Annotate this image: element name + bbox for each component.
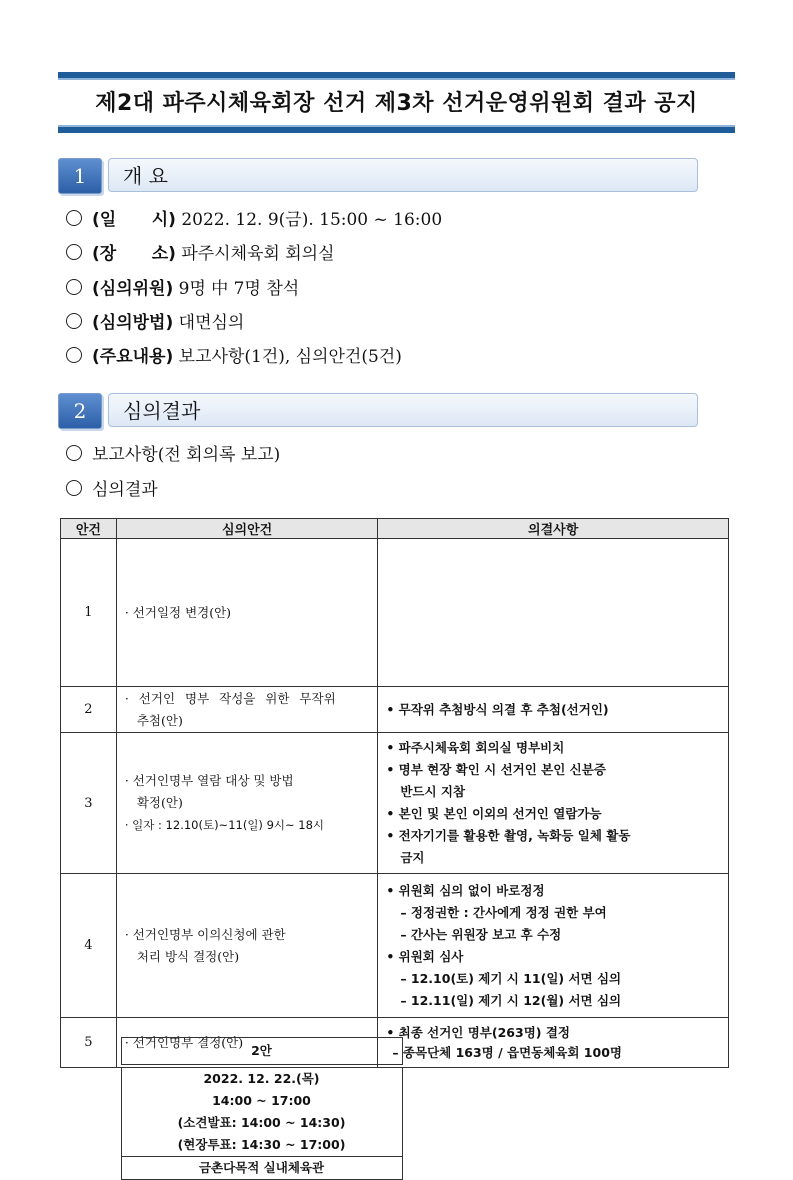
row-decision <box>378 733 729 874</box>
row-number: 2 <box>61 687 117 733</box>
row-number: 4 <box>61 874 117 1018</box>
circle-bullet-icon <box>66 210 82 226</box>
result-item-text: 보고사항(전 회의록 보고) <box>92 445 281 465</box>
circle-bullet-icon <box>66 313 82 329</box>
circle-bullet-icon <box>66 347 82 363</box>
decision-line: – 간사는 위원장 보고 후 수정 <box>400 926 562 942</box>
row-number: 5 <box>61 1018 117 1068</box>
title-band-bottom <box>58 127 735 133</box>
agenda-line: · 일자 : 12.10(토)~11(일) 9시~ 18시 <box>124 818 325 832</box>
page-title: 제2대 파주시체육회장 선거 제3차 선거운영위원회 결과 공지 <box>95 91 698 116</box>
section2-heading: 심의결과 <box>108 393 698 427</box>
decision-box-line: (소견발표: 14:00 ~ 14:30) <box>121 1112 402 1134</box>
row-number: 3 <box>61 733 117 874</box>
overview-value: 대면심의 <box>178 313 245 333</box>
overview-item-datetime <box>66 208 442 232</box>
circle-bullet-icon <box>66 279 82 295</box>
agenda-line: · 선거인명부 이의신청에 관한 <box>124 926 286 942</box>
result-item-text: 심의결과 <box>92 480 158 500</box>
decision-line: • 파주시체육회 회의실 명부비치 <box>386 740 565 755</box>
decision-line: – 12.10(토) 제기 시 11(일) 서면 심의 <box>400 970 622 986</box>
overview-label: (심의방법) <box>92 313 174 333</box>
agenda-line: · 선거일정 변경(안) <box>124 604 232 620</box>
row-agenda <box>116 687 377 733</box>
header-agenda-number: 안건 <box>61 519 117 539</box>
decision-line: • 최종 선거인 명부(263명) 결정 <box>386 1024 570 1040</box>
overview-value: 2022. 12. 9(금). 15:00 ~ 16:00 <box>181 210 443 230</box>
decision-line: • 본인 및 본인 이외의 선거인 열람가능 <box>386 806 602 821</box>
decision-line: • 전자기기를 활용한 촬영, 녹화등 일체 활동 <box>386 828 631 843</box>
decision-line: – 정정권한 : 간사에게 정정 권한 부여 <box>400 904 607 920</box>
overview-label: (일 시) <box>92 210 176 230</box>
section1-number: 1 <box>58 158 102 194</box>
table-row <box>61 733 729 874</box>
agenda-line: · 선거인명부 열람 대상 및 방법 <box>124 773 294 788</box>
section2-number: 2 <box>58 393 102 429</box>
decision-box-line: 14:00 ~ 17:00 <box>121 1090 402 1112</box>
results-table <box>60 518 729 1175</box>
agenda-line: · 선거인 명부 작성을 위한 무작위 <box>124 690 336 706</box>
row-agenda <box>116 539 377 687</box>
decision-line: • 위원회 심사 <box>386 948 464 964</box>
decision-line: • 위원회 심의 없이 바로정정 <box>386 882 545 898</box>
overview-label: (장 소) <box>92 244 176 264</box>
decision-line: – 종목단체 163명 / 읍면동체육회 100명 <box>392 1044 622 1060</box>
decision-box-line: 2022. 12. 22.(목) <box>121 1067 402 1090</box>
agenda-line: 추첨(안) <box>136 712 183 728</box>
circle-bullet-icon <box>66 445 82 461</box>
overview-item-content <box>66 345 402 369</box>
agenda-line: 확정(안) <box>136 795 183 810</box>
table-row <box>61 874 729 1018</box>
overview-item-place <box>66 242 335 266</box>
section1-heading: 개 요 <box>108 158 698 192</box>
overview-item-members <box>66 277 299 301</box>
row-decision <box>378 1018 729 1068</box>
result-item-report <box>66 443 280 467</box>
row-decision <box>378 687 729 733</box>
overview-label: (주요내용) <box>92 347 174 367</box>
overview-label: (심의위원) <box>92 279 174 299</box>
decision-box-line: (현장투표: 14:30 ~ 17:00) <box>121 1134 402 1157</box>
decision-line: 금지 <box>400 850 425 865</box>
row-number: 1 <box>61 539 117 687</box>
decision-line: • 명부 현장 확인 시 선거인 본인 신분증 <box>386 762 606 777</box>
overview-value: 보고사항(1건), 심의안건(5건) <box>178 347 402 367</box>
row-agenda <box>116 733 377 874</box>
decision-line: – 12.11(일) 제기 시 12(월) 서면 심의 <box>400 992 622 1008</box>
overview-value: 파주시체육회 회의실 <box>181 244 335 264</box>
decision-line: • 무작위 추첨방식 의결 후 추첨(선거인) <box>386 701 609 717</box>
circle-bullet-icon <box>66 244 82 260</box>
table-header-row <box>61 519 729 539</box>
decision-box-head: 2안 <box>121 1037 402 1064</box>
row-decision <box>378 874 729 1018</box>
decision-box <box>121 1037 403 1180</box>
header-agenda: 심의안건 <box>116 519 377 539</box>
table-row <box>61 539 729 687</box>
overview-item-method <box>66 311 244 335</box>
overview-value: 9명 中 7명 참석 <box>178 279 300 299</box>
title-band-top-thin <box>58 78 735 80</box>
circle-bullet-icon <box>66 480 82 496</box>
result-item-deliberation <box>66 478 158 502</box>
agenda-line: · 선거인명부 결정(안) <box>124 1034 244 1050</box>
header-decision: 의결사항 <box>378 519 729 539</box>
table-row <box>61 687 729 733</box>
row-agenda <box>116 874 377 1018</box>
decision-box-line: 금촌다목적 실내체육관 <box>121 1156 402 1179</box>
agenda-line: 처리 방식 결정(안) <box>136 948 240 964</box>
decision-line: 반드시 지참 <box>400 784 466 799</box>
